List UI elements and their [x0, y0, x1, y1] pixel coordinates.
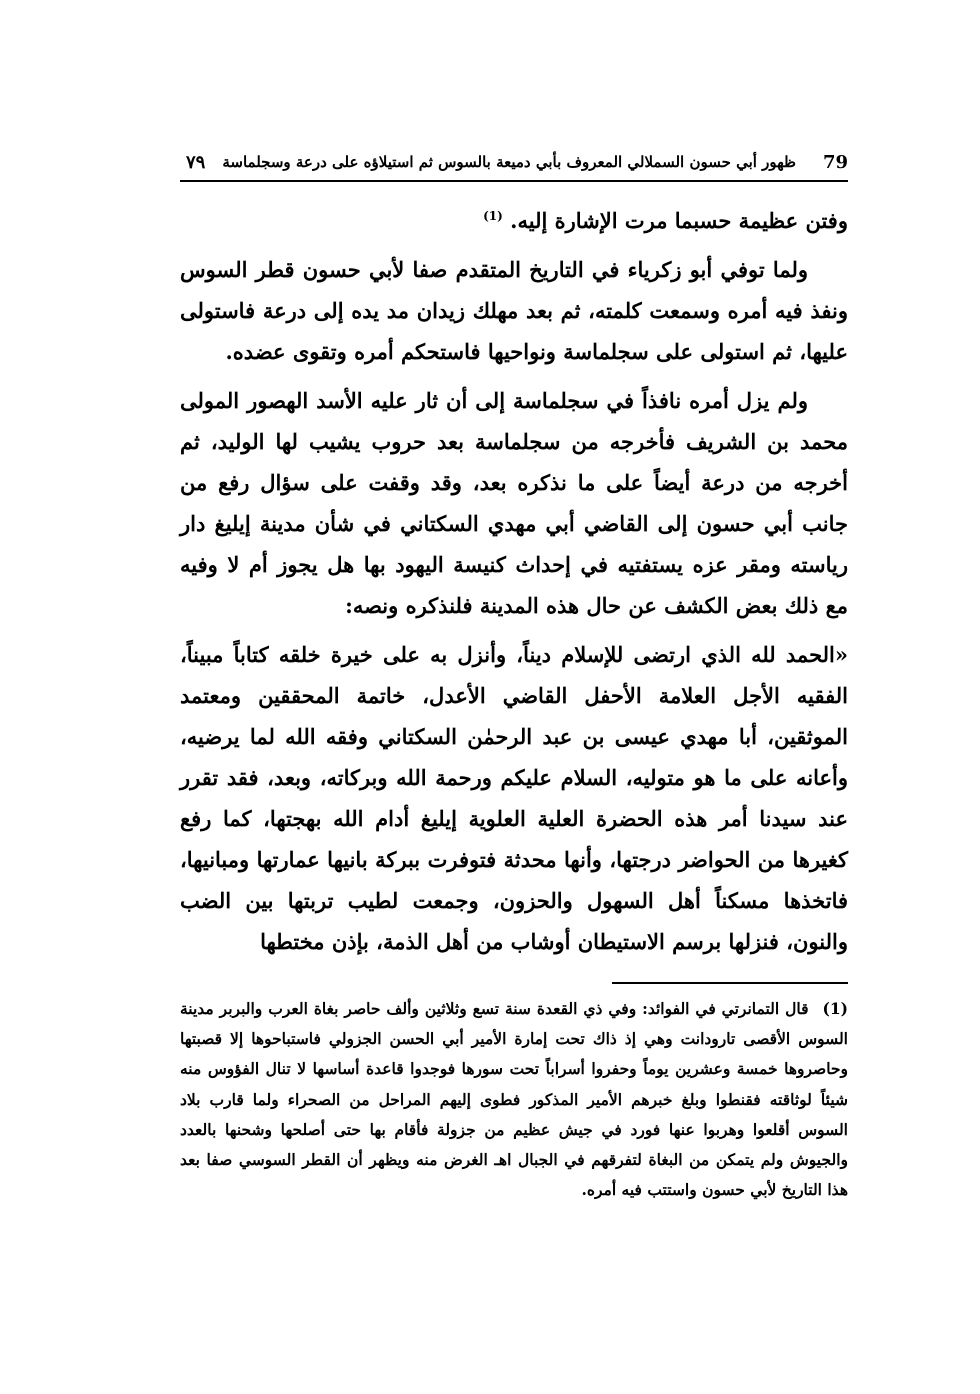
page-number-arabic: ٧٩	[186, 152, 206, 173]
footnote-text: قال التمانرتي في الفوائد: وفي ذي القعدة سنة تسع وثلاثين وألف حاصر بغاة العرب والبربر مدينة السوس الأقصى تارودانت وهي إذ ذاك تحت إمارة الأمير أبي الحسن الجزولي فاستباحوها إلا قصبتها وحاصروها خمسة وعشرين يوماً وحفروا أسراباً تحت سورها فوجدوا قاعدة أساسها لا تنال الفؤوس منه شيئاً لوثاقته فقنطوا وبلغ خبرهم الأمير المذكور فطوى إليهم المراحل من الصحراء ولما قارب بلاد السوس أقلعوا وهربوا عنها فورد في جيش عظيم من جزولة فأقام بها حتى أصلحها وشحنها بالعدد والجيوش ولم يتمكن من البغاة لتفرقهم في الجبال اهـ الغرض منه ويظهر أن القطر السوسي صفا بعد هذا التاريخ لأبي حسون واستتب فيه أمره.	[180, 999, 848, 1200]
paragraph-3: ولم يزل أمره نافذاً في سجلماسة إلى أن ثار عليه الأسد الهصور المولى محمد بن الشريف فأخرجه من سجلماسة بعد حروب يشيب لها الوليد، ثم أخرجه من درعة أيضاً على ما نذكره بعد، وقد وقفت على سؤال رفع من جانب أبي حسون إلى القاضي أبي مهدي السكتاني في شأن مدينة إيليغ دار رياسته ومقر عزه يستفتيه في إحداث كنيسة اليهود بها هل يجوز أم لا وفيه مع ذلك بعض الكشف عن حال هذه المدينة فلنذكره ونصه:	[180, 388, 848, 618]
main-text	[180, 196, 848, 970]
footnote-number: (1)	[822, 999, 848, 1018]
paragraph-4: «الحمد لله الذي ارتضى للإسلام ديناً، وأنزل به على خيرة خلقه كتاباً مبيناً، الفقيه الأجل العلامة الأحفل القاضي الأعدل، خاتمة المحققين ومعتمد الموثقين، أبا مهدي عيسى بن عبد الرحمٰن السكتاني وفقه الله لما يرضيه، وأعانه على ما هو متوليه، السلام عليكم ورحمة الله وبركاته، وبعد، فقد تقرر عند سيدنا أمر هذه الحضرة العلية العلوية إيليغ أدام الله بهجتها، كما رفع كغيرها من الحواضر درجتها، وأنها محدثة فتوفرت ببركة بانيها عمارتها ومبانيها، فاتخذها مسكناً أهل السهول والحزون، وجمعت لطيب تربتها بين الضب والنون، فنزلها برسم الاستيطان أوشاب من أهل الذمة، بإذن مختطها	[180, 642, 849, 954]
footnote-rule	[612, 982, 848, 984]
footnote	[180, 994, 848, 1205]
header-rule	[180, 180, 848, 182]
paragraph-1-text: وفتن عظيمة حسبما مرت الإشارة إليه.	[510, 208, 848, 233]
paragraph-1	[180, 196, 848, 241]
running-title: ظهور أبي حسون السملالي المعروف بأبي دميعة بالسوس ثم استيلاؤه على درعة وسجلماسة	[222, 153, 796, 171]
paragraph-2: ولما توفي أبو زكرياء في التاريخ المتقدم صفا لأبي حسون قطر السوس ونفذ فيه أمره وسمعت كلمته، ثم بعد مهلك زيدان مد يده إلى درعة فاستولى عليها، ثم استولى على سجلماسة ونواحيها فاستحكم أمره وتقوى عضده.	[180, 257, 848, 364]
footnote-reference: (1)	[483, 209, 503, 223]
page-number-latin: 79	[822, 152, 848, 173]
running-header	[180, 148, 848, 180]
